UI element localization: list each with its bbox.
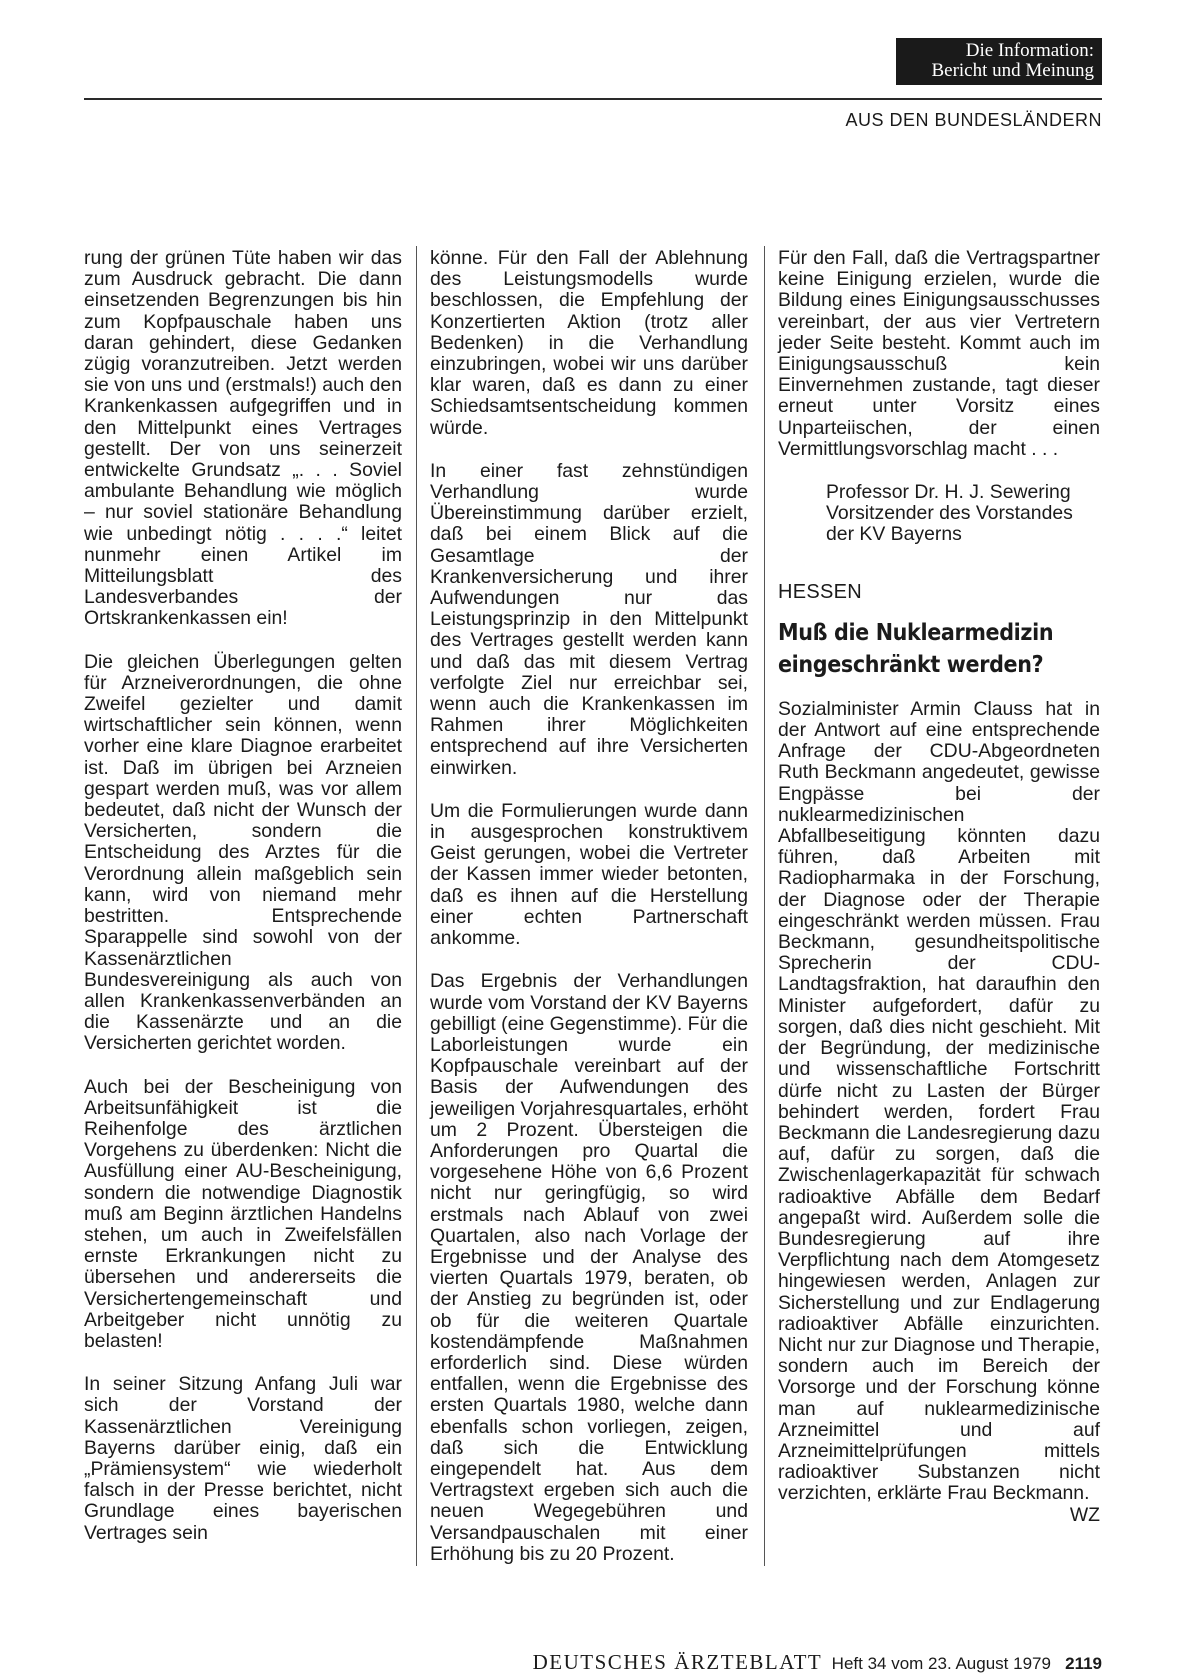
paragraph: In einer fast zehnstündigen Verhandlung wurde Übereinstimmung darüber erzielt, daß bei einem Blick auf die Gesamtlage der Krankenversicherung und ihrer Aufwendungen nur das Leistungsprinzip in den Mittelpunkt des Vertrages gestellt werden kann und daß das mit diesem Vertrag verfolgte Ziel nur erreichbar sei, wenn auch die Krankenkassen im Rahmen ihrer Möglichkeiten entsprechend auf ihre Versicherten einwirken. [430,459,748,779]
paragraph: Die gleichen Überlegungen gelten für Arzneiverordnungen, die ohne Zweifel gezielter und damit wirtschaftlicher sein können, wenn vorher eine klare Diagnoe erarbeitet ist. Daß im übrigen bei Arzneien gespart werden muß, was vor allem bedeutet, daß nicht der Wunsch der Versicherten, sondern die Entscheidung des Arztes für die Verordnung allein maßgeblich sein kann, wird von niemand mehr bestritten. Entsprechende Sparappelle sind sowohl von der Kassenärztlichen Bundesvereinigung als auch von allen Krankenkassenverbänden an die Kassenärzte und an die Versicherten gerichtet worden. [84,650,402,1055]
signature-title: Vorsitzender des Vorstandes [826,502,1073,525]
section-badge [896,38,1102,85]
signature-block [778,482,1100,546]
paragraph: könne. Für den Fall der Ablehnung des Leistungsmodells wurde beschlossen, die Empfehlung der Konzertierten Aktion (trotz aller Bedenken) in die Verhandlung einzubringen, wobei wir uns darüber klar waren, daß es dann zu einer Schiedsamtsentscheidung kommen würde. [430,247,748,439]
issue-info: Heft 34 vom 23. August 1979 [831,1654,1051,1673]
article-body: Sozialminister Armin Clauss hat in der Antwort auf eine entsprechende Anfrage der CDU-Abgeordneten Ruth Beckmann angedeutet, gewisse Engpässe bei der nuklearmedizinischen Abfallbeseitigung könnten dazu führen, daß Arbeiten mit Radiopharmaka in der Forschung, der Diagnose oder der Therapie eingeschränkt werden müssen. Frau Beckmann, gesundheitspolitische Sprecherin der CDU-Landtagsfraktion, hat daraufhin den Minister aufgefordert, dafür zu sorgen, daß dies nicht geschieht. Mit der Begründung, der medizinische und wissenschaftliche Fortschritt dürfe nicht zu Lasten der Bürger behindert werden, fordert Frau Beckmann die Landesregierung dazu auf, dafür zu sorgen, daß die Zwischenlagerkapazität für schwach radioaktive Abfälle dem Bedarf angepaßt wird. Außerdem solle die Bundesregierung auf ihre Verpflichtung nach dem Atomgesetz hingewiesen werden, Anlagen zur Sicherstellung und zur Endlagerung radioaktiver Abfälle einzurichten. Nicht nur zur Diagnose und Therapie, sondern auch im Bereich der Vorsorge und der Forschung könne man auf nuklearmedizinische Arzneimittel und auf Arzneimittelprüfungen mittels radioaktiver Substanzen nicht verzichten, erklärte Frau Beckmann. [778,697,1100,1505]
signature-org: der KV Bayerns [826,523,962,546]
paragraph: rung der grünen Tüte haben wir das zum Ausdruck gebracht. Die dann einsetzenden Begrenzungen bis hin zum Kopfpauschale haben uns daran gehindert, diese Gedanken zügig voranzutreiben. Jetzt werden sie von uns und (erstmals!) auch den Krankenkassen aufgegriffen und in den Mittelpunkt eines Vertrages gestellt. Der von uns seinerzeit entwickelte Grundsatz „. . . Soviel ambulante Behandlung wie möglich – nur soviel stationäre Behandlung wie unbedingt nötig . . . .“ leitet nunmehr einen Artikel im Mitteilungsblatt des Landesverbandes der Ortskrankenkassen ein! [84,247,402,630]
article-kicker: HESSEN [778,580,863,603]
page-footer [533,1650,1102,1675]
author-initials: WZ [1069,1503,1100,1526]
paragraph: Auch bei der Bescheinigung von Arbeitsunfähigkeit ist die Reihenfolge des ärztlichen Vorgehens zu überdenken: Nicht die Ausfüllung einer AU-Bescheinigung, sondern die notwendige Diagnostik muß am Beginn ärztlichen Handelns stehen, um auch in Zweifelsfällen ernste Erkrankungen nicht zu übersehen und andererseits die Versichertengemeinschaft und Arbeitgeber nicht unnötig zu belasten! [84,1075,402,1352]
column-divider-2 [764,246,765,1566]
headline-line-2: eingeschränkt werden? [778,651,1044,678]
paragraph: Für den Fall, daß die Vertragspartner keine Einigung erzielen, wurde die Bildung eines Einigungsausschusses vereinbart, der aus vier Vertretern jeder Seite besteht. Kommt auch im Einigungsausschuß kein Einvernehmen zustande, tagt dieser erneut unter Vorsitz eines Unparteiischen, der einen Vermittlungsvorschlag macht . . . [778,247,1100,460]
article-headline [778,617,1102,681]
page-number: 2119 [1065,1654,1102,1673]
signature-name: Professor Dr. H. J. Sewering [826,481,1071,504]
journal-name: DEUTSCHES ÄRZTEBLATT [532,1650,823,1674]
column-divider-1 [416,246,417,1566]
column-3 [778,248,1100,1527]
paragraph: Um die Formulierungen wurde dann in ausgesprochen konstruktivem Geist gerungen, wobei die Vertreter der Kassen immer wieder betonten, daß es ihnen auf die Herstellung einer echten Partnerschaft ankomme. [430,799,748,950]
section-label: AUS DEN BUNDESLÄNDERN [845,110,1102,130]
top-rule [84,98,1102,100]
column-2 [430,248,748,1587]
paragraph: In seiner Sitzung Anfang Juli war sich der Vorstand der Kassenärztlichen Vereinigung Bayerns darüber einig, daß ein „Prämiensystem“ wie wiederholt falsch in der Presse berichtet, nicht Grundlage eines bayerischen Vertrages sein [84,1373,402,1544]
badge-line-1: Die Information: [965,40,1094,61]
column-1 [84,248,402,1566]
badge-line-2: Bericht und Meinung [931,60,1094,81]
headline-line-1: Muß die Nuklearmedizin [778,619,1054,646]
paragraph [778,697,1100,1526]
paragraph: Das Ergebnis der Verhandlungen wurde vom Vorstand der KV Bayerns gebilligt (eine Gegenstimme). Für die Laborleistungen wurde ein Kopfpauschale vereinbart auf der Basis der Aufwendungen des jeweiligen Vorjahresquartales, erhöht um 2 Prozent. Übersteigen die Anforderungen pro Quartal die vorgesehene Höhe von 6,6 Prozent nicht nur geringfügig, so wird erstmals nach Ablauf von zwei Quartalen, also nach Vorlage der Ergebnisse und der Analyse des vierten Quartals 1979, beraten, ob der Anstieg zu begründen ist, oder ob für die weiteren Quartale kostendämpfende Maßnahmen erforderlich sind. Diese würden entfallen, wenn die Ergebnisse des ersten Quartals 1980, welche dann ebenfalls schon vorliegen, zeigen, daß sich die Entwicklung eingependelt hat. Aus dem Vertragstext ergeben sich auch die neuen Wegegebühren und Versandpauschalen mit einer Erhöhung bis zu 20 Prozent. [430,970,748,1565]
